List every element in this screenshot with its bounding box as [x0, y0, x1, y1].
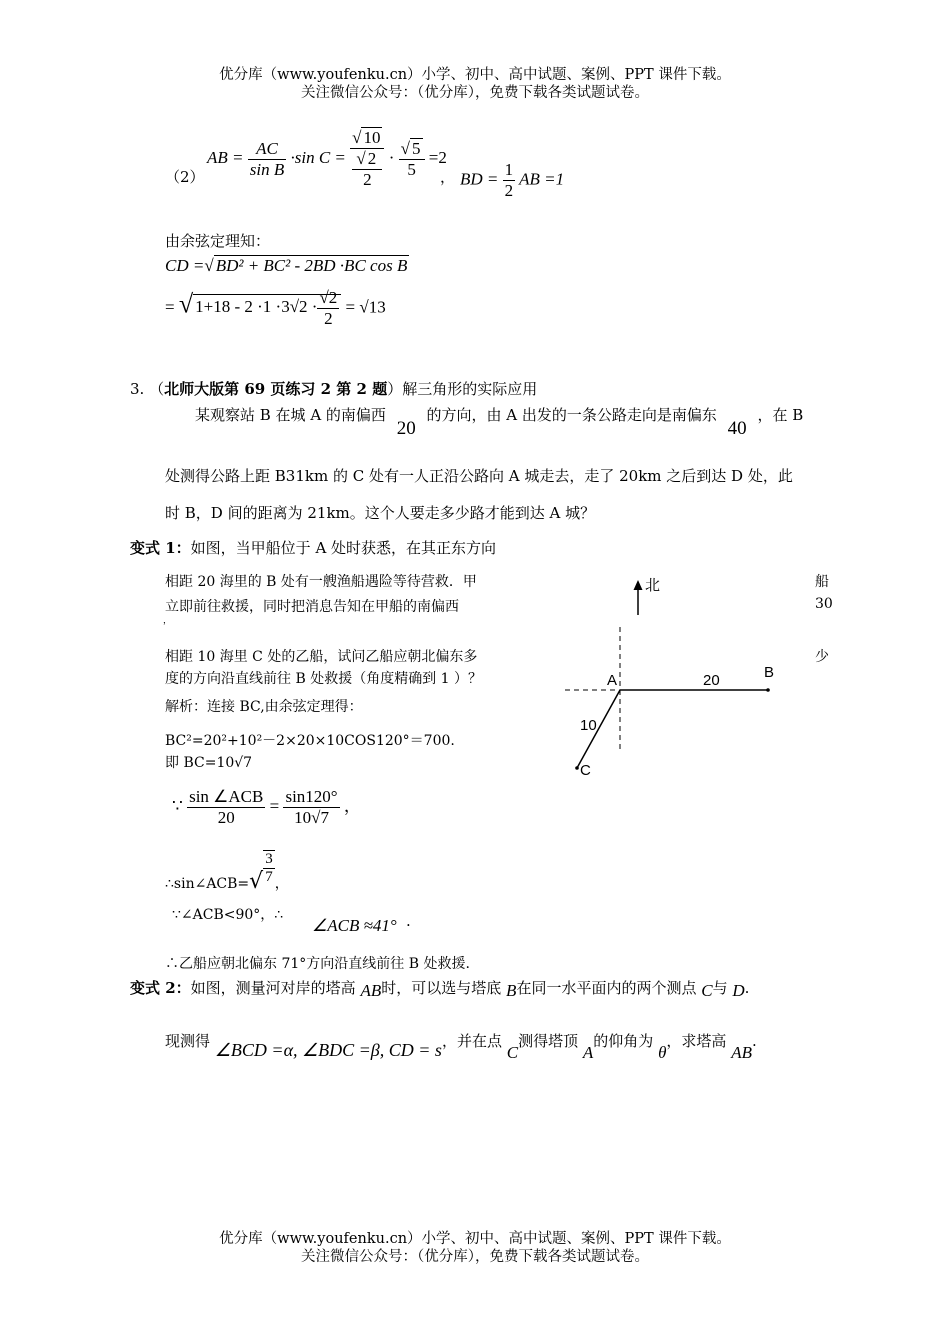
sqrt5: √ 5 — [399, 139, 425, 160]
sqrt10: √ 10 — [350, 128, 384, 149]
part2-comma: ， — [440, 168, 456, 186]
frac-sin120 — [283, 787, 339, 828]
v2-line2b: ，并在点 — [441, 1032, 502, 1050]
cd-result: = √13 — [345, 297, 386, 317]
footer-line-2: 关注微信公众号：（优分库），免费下载各类试题试卷。 — [301, 1249, 649, 1265]
v1-sine-law: ∵ $\frac{\text{sin ∠ACB}}{20}$ = $\frac{\sin 120^\circ}{10√7}$ ， — [172, 787, 361, 827]
q3-angle2: 40 — [727, 418, 747, 439]
q3-line1 — [195, 404, 804, 439]
v2-line2d: 的仰角为 — [593, 1032, 654, 1050]
v2-line2a: 现测得 — [165, 1032, 211, 1050]
v1-conclusion: ∴乙船应朝北偏东 71°方向沿直线前往 B 处救援. — [165, 956, 470, 972]
v2-d: D — [732, 981, 745, 1000]
v1-line4: 相距 10 海里 C 处的乙船，试问乙船应朝北偏东多 — [165, 649, 478, 665]
therefore-sin: ∴sin∠ACB= — [165, 876, 250, 892]
north-label: 北 — [645, 577, 661, 594]
sinc: ·sin C = — [290, 147, 346, 167]
ac-over-sinb — [248, 139, 286, 180]
q3-line1a: 某观察站 B 在城 A 的南偏西 — [195, 406, 386, 424]
point-b — [766, 688, 770, 692]
q3-source-open: （ — [149, 380, 165, 398]
one: 1 — [504, 160, 514, 179]
label-b: B — [764, 664, 775, 681]
v1-line0-text: 如图，当甲船位于 A 处时获悉，在其正东方向 — [190, 539, 497, 557]
bd: BD = — [460, 169, 499, 189]
rad2-num: √2 — [319, 288, 338, 307]
v2-line1a: 如图，测量河对岸的塔高 — [190, 979, 356, 997]
q3-number: 3. — [130, 380, 145, 398]
q3-line3: 时 B，D 间的距离为 21km。这个人要走多少路才能到达 A 城？ — [165, 504, 596, 522]
v1-sol3: 即 BC=10√7 — [165, 755, 253, 771]
v2-yu: 与 — [712, 979, 728, 997]
ab1: AB =1 — [519, 169, 565, 189]
v1-sin-result: ∴sin∠ACB=√ $\frac{3}{7}$ ， — [165, 851, 289, 894]
eq2: =2 — [428, 147, 447, 167]
v1-line4-right: 少 — [815, 649, 829, 665]
v2-line1 — [130, 977, 749, 998]
v2-c: C — [701, 981, 713, 1000]
v2-conditions: ∠BCD =α, ∠BDC =β, CD = s — [214, 1040, 442, 1060]
v2-label: 变式 2： — [130, 979, 191, 997]
north-arrow-icon — [634, 580, 643, 590]
point-c — [575, 766, 579, 770]
v1-sol1: 解析：连接 BC,由余弦定理得： — [165, 699, 363, 715]
v1-sol2: BC²=20²+10²－2×20×10COS120°＝700. — [165, 733, 455, 749]
f-comma: ， — [343, 796, 361, 816]
v1-line2: 立即前往救援，同时把消息告知在甲船的南偏西 — [165, 599, 459, 615]
f2-num: sin120° — [285, 787, 338, 806]
sinb: sin B — [249, 159, 285, 179]
q3-line2: 处测得公路上距 B31km 的 C 处有一人正沿公路向 A 城走去，走了 20km 之后到达 D 处，此 — [165, 467, 793, 485]
rad2-den: 2 — [324, 309, 333, 328]
cd-evaluation: = √ 1+18 - 2 ·1 ·3√2 · $\frac{√2}{2}$ = √13 — [165, 288, 386, 328]
r-comma: ， — [274, 876, 289, 892]
part2-bd-formula — [460, 160, 564, 201]
f2-den: 10√7 — [294, 808, 329, 827]
cd-formula: CD =√ BD² + BC² - 2BD ·BC cos B — [165, 256, 408, 275]
eq-prefix: = — [165, 297, 175, 317]
two: 2 — [363, 170, 372, 189]
v1-line0 — [130, 537, 496, 558]
header-line-1: 优分库（www.youfenku.cn）小学、初中、高中试题、案例、PPT 课件下载。 — [219, 67, 731, 83]
v2-line2 — [165, 1030, 757, 1062]
q3-source-close: ）解三角形的实际应用 — [387, 380, 538, 398]
because: ∵ — [172, 796, 183, 816]
half-den: 2 — [504, 181, 514, 200]
v2-ab2: AB — [731, 1043, 752, 1062]
sqrt10-over-sqrt2-half — [350, 128, 384, 190]
label-c: C — [580, 762, 591, 779]
label-ac-length: 10 — [580, 717, 597, 734]
v1-line1: 相距 20 海里的 B 处有一艘渔船遇险等待营救．甲 — [165, 574, 477, 590]
v1-angle-dot: . — [406, 912, 411, 930]
ac: AC — [248, 139, 286, 160]
v1-line2-right: 30 — [815, 596, 833, 612]
v2-c2: C — [506, 1043, 519, 1062]
v2-line1b: 时，可以选与塔底 — [381, 979, 502, 997]
nested-frac — [350, 149, 384, 190]
sqrt5-over-5 — [399, 139, 425, 180]
v2-b: B — [506, 981, 517, 1000]
root-3-over-7 — [263, 850, 275, 886]
rad2-part: 1+18 - 2 ·1 ·3√2 · — [195, 297, 318, 317]
ship-diagram — [555, 570, 805, 785]
v2-line2c: 测得塔顶 — [518, 1032, 579, 1050]
part2-label: （2） — [165, 168, 205, 186]
v2-end: . — [752, 1032, 757, 1050]
v1-angle-approx: ∠ACB ≈41° — [312, 916, 397, 935]
q3-source: 北师大版第 69 页练习 2 第 2 题 — [164, 380, 388, 398]
header-line-2: 关注微信公众号：（优分库），免费下载各类试题试卷。 — [301, 85, 649, 101]
v1-angle-bound: ∵∠ACB<90°，∴ — [172, 907, 284, 923]
part2-ab-formula: AB = $\frac{AC}{\text{sin B}}$ ·sin C = √ 10 √ 2 2 · $\frac{√ 5}{5}$ =2 — [207, 128, 447, 189]
q3-angle1: 20 — [396, 418, 416, 439]
r-den: 7 — [265, 869, 273, 885]
cd-lhs: CD = — [165, 256, 205, 275]
footer-line-1: 优分库（www.youfenku.cn）小学、初中、高中试题、案例、PPT 课件下载。 — [219, 1231, 731, 1247]
five: 5 — [407, 159, 416, 179]
v1-line5: 度的方向沿直线前往 B 处救援（角度精确到 1 ）？ — [165, 671, 482, 687]
cosine-intro: 由余弦定理知： — [165, 232, 271, 250]
v2-a2: A — [582, 1043, 594, 1062]
r-num: 3 — [265, 851, 273, 867]
v2-line2e: ，求塔高 — [666, 1032, 727, 1050]
ab-lhs: AB = — [207, 147, 244, 167]
v2-theta: θ — [658, 1043, 667, 1062]
label-a: A — [607, 672, 618, 689]
f1-num: sin ∠ACB — [189, 787, 264, 806]
half — [503, 160, 516, 201]
f1-den: 20 — [217, 808, 235, 827]
v1-line3: ， — [163, 616, 173, 626]
v1-label: 变式 1： — [130, 539, 191, 557]
q3-line1c: ，在 B — [757, 406, 804, 424]
sqrt2: √ 2 — [352, 149, 382, 170]
v2-ab: AB — [360, 981, 382, 1000]
rad2-frac — [317, 288, 339, 329]
q3-heading — [130, 378, 537, 399]
label-ab-length: 20 — [703, 672, 720, 689]
v1-line1-right: 船 — [815, 574, 829, 590]
v2-dot: . — [744, 979, 750, 997]
v2-line1c: 在同一水平面内的两个测点 — [516, 979, 697, 997]
frac-sinacb-20 — [187, 787, 265, 828]
q3-line1b: 的方向，由 A 出发的一条公路走向是南偏东 — [426, 406, 717, 424]
cd-radicand: BD² + BC² - 2BD ·BC cos B — [215, 256, 408, 275]
